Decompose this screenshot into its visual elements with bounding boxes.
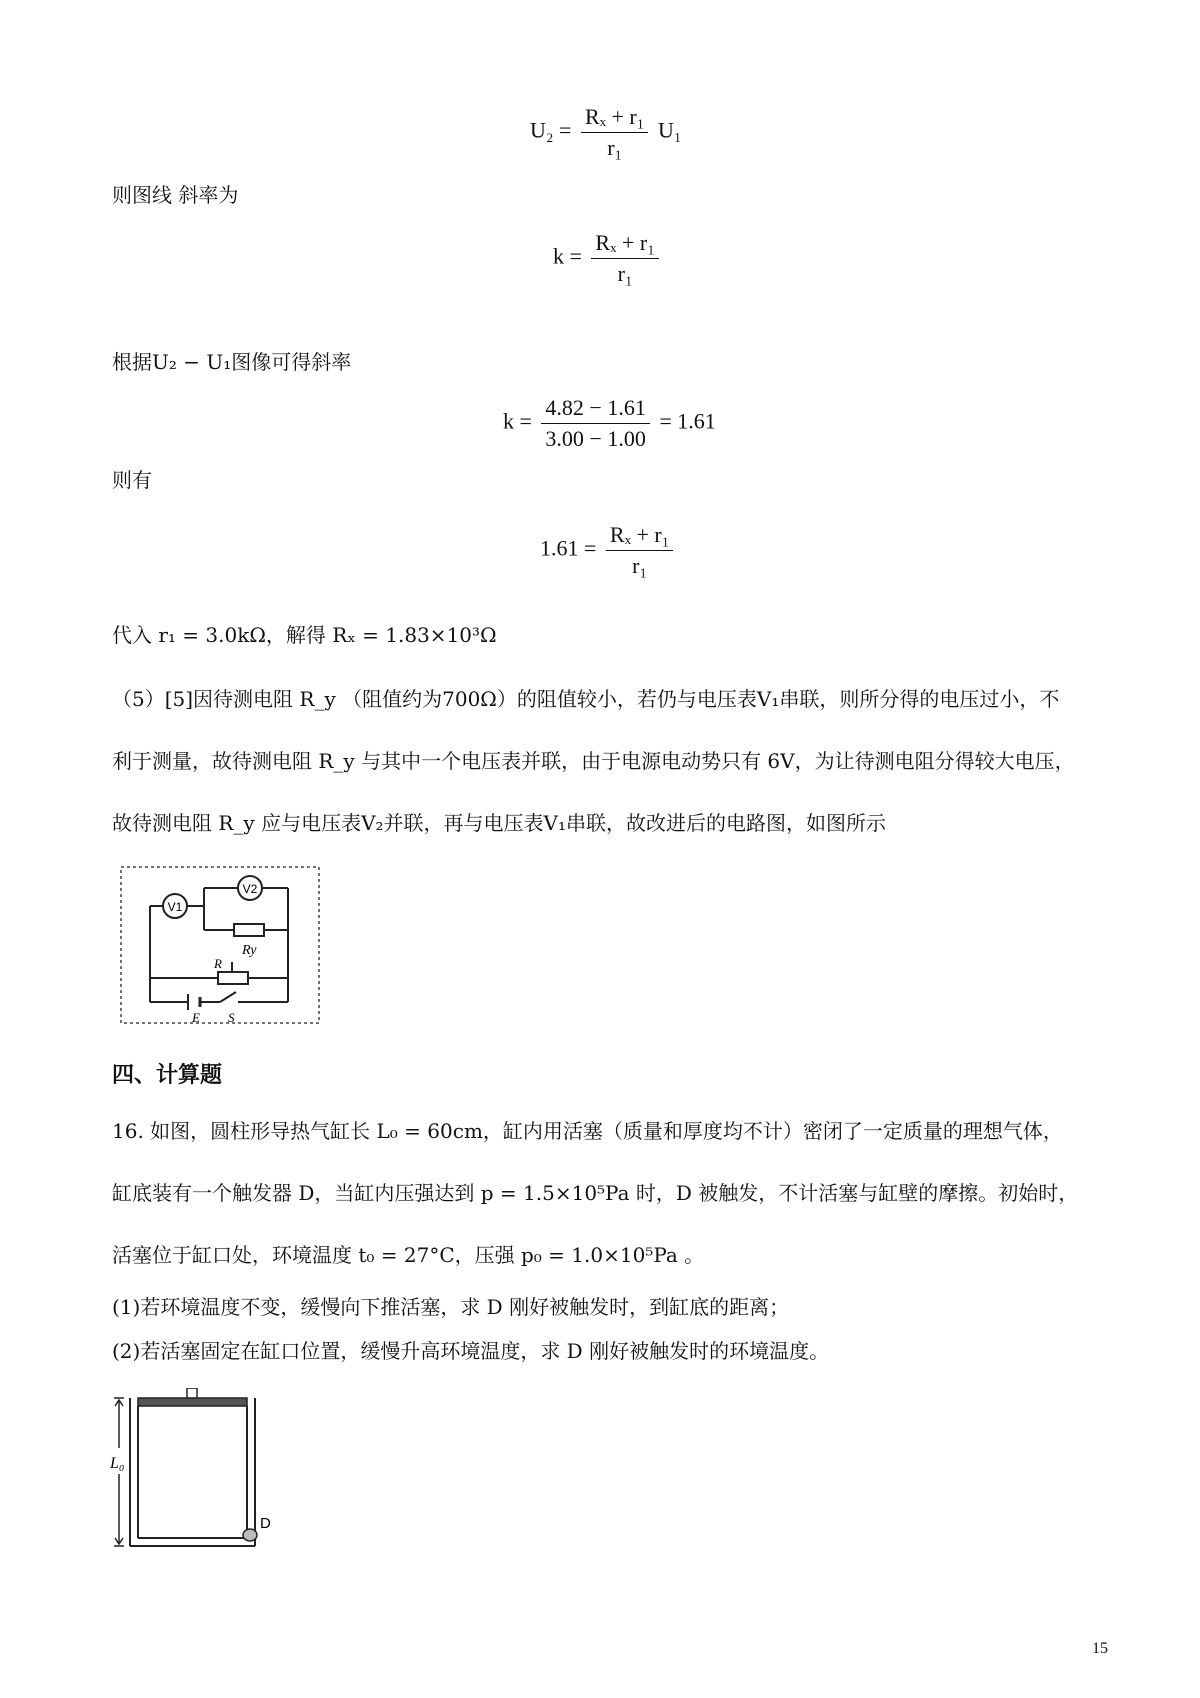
equation-u2 xyxy=(530,102,682,163)
question16-line2: 缸底装有一个触发器 D，当缸内压强达到 p = 1.5×10⁵Pa 时，D 被触发，不计活塞与缸壁的摩擦。初始时， xyxy=(112,1181,1079,1205)
piston xyxy=(138,1398,247,1406)
paragraph-slope-intro: 则图线 斜率为 xyxy=(112,183,239,207)
eq2-fraction xyxy=(591,228,658,289)
eq4-numerator: Rₓ + r₁ xyxy=(606,520,673,551)
piston-rod xyxy=(187,1388,197,1398)
eq3-fraction xyxy=(541,393,649,454)
length-label: L₀ xyxy=(110,1455,125,1472)
rheostat-symbol xyxy=(218,972,248,984)
eq1-numerator: Rₓ + r₁ xyxy=(581,102,648,133)
equation-k-value xyxy=(503,393,716,454)
question16-subquestion1: (1)若环境温度不变，缓慢向下推活塞，求 D 刚好被触发时，到缸底的距离； xyxy=(112,1295,790,1319)
voltmeter-v1-label: V1 xyxy=(167,900,183,914)
paragraph-solve-rx: 代入 r₁ = 3.0kΩ，解得 Rₓ = 1.83×10³Ω xyxy=(112,623,497,647)
circuit-diagram xyxy=(120,866,320,1024)
eq3-lhs: k = xyxy=(503,408,532,434)
eq3-denominator: 3.00 − 1.00 xyxy=(545,426,646,451)
eq1-lhs: U₂ = xyxy=(530,117,572,143)
eq1-rhs: U₁ xyxy=(657,117,682,143)
eq1-denominator: r₁ xyxy=(607,135,623,160)
cylinder-diagram xyxy=(110,1388,280,1556)
paragraph-then: 则有 xyxy=(112,468,152,492)
paragraph-part5-line3: 故待测电阻 R_y 应与电压表V₂并联，再与电压表V₁串联，故改进后的电路图，如图所示 xyxy=(112,811,886,835)
trigger-d xyxy=(243,1529,257,1541)
rheostat-label: R xyxy=(214,956,222,971)
eq4-denominator: r₁ xyxy=(632,553,648,578)
question16-line3: 活塞位于缸口处，环境温度 t₀ = 27°C，压强 p₀ = 1.0×10⁵Pa 。 xyxy=(112,1243,705,1267)
eq2-lhs: k = xyxy=(553,243,582,269)
question16-subquestion2: (2)若活塞固定在缸口位置，缓慢升高环境温度，求 D 刚好被触发时的环境温度。 xyxy=(112,1339,830,1363)
paragraph-part5-line2: 利于测量，故待测电阻 R_y 与其中一个电压表并联，由于电源电动势只有 6V，为让待测电阻分得较大电压， xyxy=(112,749,1075,773)
battery-label: E xyxy=(192,1010,200,1024)
resistor-ry-label: Ry xyxy=(242,943,257,958)
trigger-label: D xyxy=(260,1515,271,1532)
cylinder-walls xyxy=(130,1398,255,1546)
paragraph-graph-slope: 根据U₂ − U₁图像可得斜率 xyxy=(112,350,352,374)
eq3-rhs: = 1.61 xyxy=(659,408,716,434)
equation-k xyxy=(553,228,663,289)
eq4-fraction xyxy=(606,520,673,581)
switch-label: S xyxy=(228,1010,235,1024)
resistor-ry-symbol xyxy=(234,924,264,936)
equation-161 xyxy=(540,520,677,581)
eq3-numerator: 4.82 − 1.61 xyxy=(541,393,649,424)
section-heading: 四、计算题 xyxy=(112,1063,223,1088)
page-number: 15 xyxy=(1092,1640,1108,1657)
eq1-fraction xyxy=(581,102,648,163)
eq2-numerator: Rₓ + r₁ xyxy=(591,228,658,259)
length-dimension xyxy=(114,1398,124,1546)
paragraph-part5-line1: （5）[5]因待测电阻 R_y （阻值约为700Ω）的阻值较小，若仍与电压表V₁串联，则所分得的电压过小，不 xyxy=(112,687,1060,711)
eq2-denominator: r₁ xyxy=(617,261,633,286)
question16-line1: 16. 如图，圆柱形导热气缸长 L₀ = 60cm，缸内用活塞（质量和厚度均不计）密闭了一定质量的理想气体， xyxy=(112,1119,1063,1143)
eq4-lhs: 1.61 = xyxy=(540,535,597,561)
voltmeter-v2-label: V2 xyxy=(242,882,258,896)
